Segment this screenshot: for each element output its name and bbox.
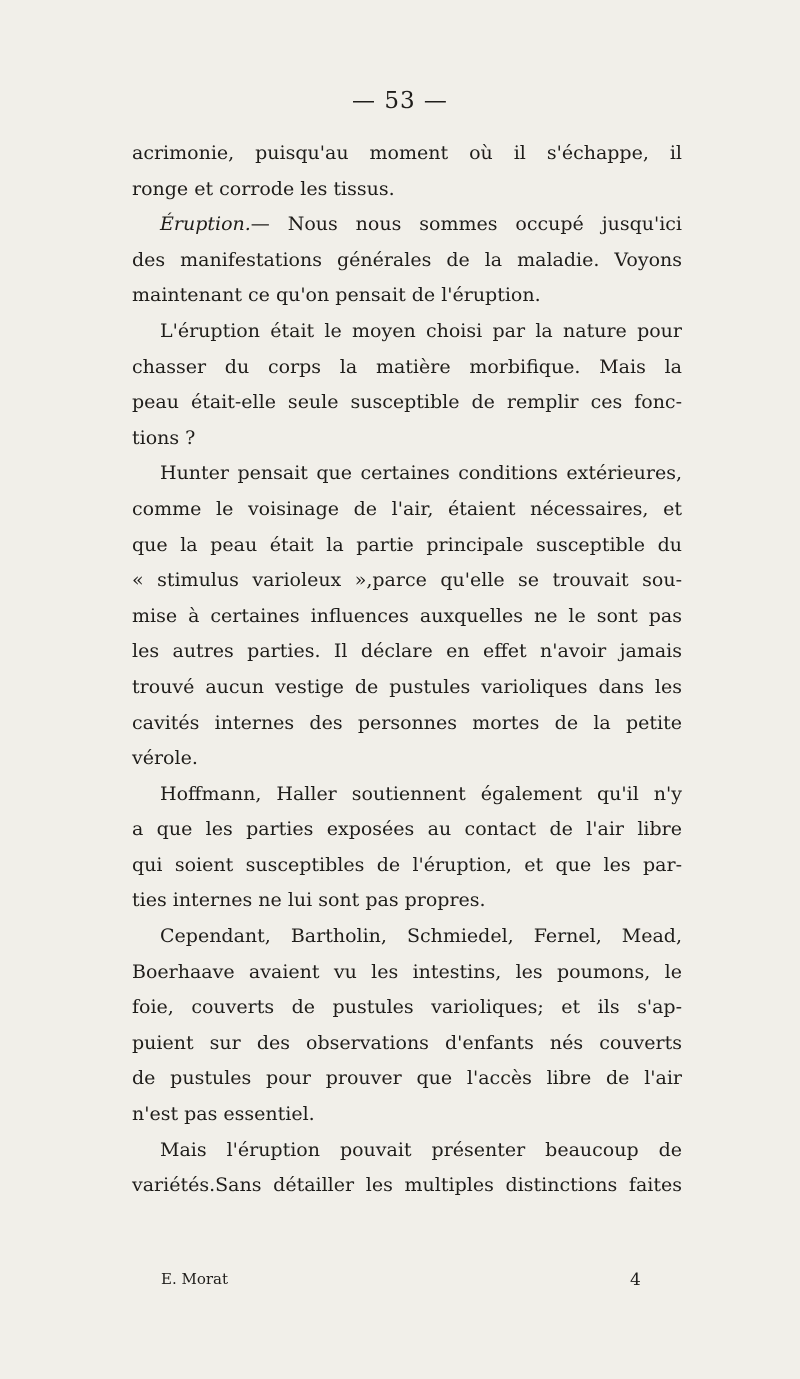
section-heading-eruption: Éruption. <box>160 213 251 236</box>
text-line-with-heading <box>132 207 682 243</box>
text-line: variétés.Sans détailler les multiples distinctions faites <box>132 1174 682 1197</box>
sheet-number: 4 <box>630 1270 641 1290</box>
text-line: ronge et corrode les tissus. <box>132 177 395 200</box>
text-line: que la peau était la partie principale susceptible du <box>132 533 682 556</box>
body-text <box>132 136 682 1204</box>
text-line: Cependant, Bartholin, Schmiedel, Fernel, Mead, <box>160 925 682 948</box>
text-line: foie, couverts de pustules varioliques; et ils s'ap- <box>132 996 682 1019</box>
text-line: puient sur des observations d'enfants nés couverts <box>132 1031 682 1054</box>
text-line: Hunter pensait que certaines conditions extérieures, <box>160 462 682 485</box>
text-line: — Nous nous sommes occupé jusqu'ici <box>250 213 682 236</box>
text-line: « stimulus varioleux »,parce qu'elle se trouvait sou- <box>132 569 682 592</box>
text-line: Boerhaave avaient vu les intestins, les poumons, le <box>132 960 682 983</box>
text-line: mise à certaines influences auxquelles ne le sont pas <box>132 604 682 627</box>
printer-signature: E. Morat <box>161 1270 229 1288</box>
text-line: a que les parties exposées au contact de l'air libre <box>132 818 682 841</box>
text-line: L'éruption était le moyen choisi par la nature pour <box>160 319 682 342</box>
page-number: — 53 — <box>352 88 448 114</box>
text-line: les autres parties. Il déclare en effet n'avoir jamais <box>132 640 682 663</box>
text-line: trouvé aucun vestige de pustules varioliques dans les <box>132 675 682 698</box>
text-line: vérole. <box>132 747 198 770</box>
text-line: Hoffmann, Haller soutiennent également qu'il n'y <box>160 782 682 805</box>
text-line: chasser du corps la matière morbifique. Mais la <box>132 355 682 378</box>
text-line: de pustules pour prouver que l'accès libre de l'air <box>132 1067 682 1090</box>
text-line: des manifestations générales de la maladie. Voyons <box>132 248 682 271</box>
text-line: Mais l'éruption pouvait présenter beaucoup de <box>160 1138 682 1161</box>
text-line: n'est pas essentiel. <box>132 1103 315 1126</box>
text-line: peau était-elle seule susceptible de remplir ces fonc- <box>132 391 682 414</box>
text-line: cavités internes des personnes mortes de la petite <box>132 711 682 734</box>
text-line: ties internes ne lui sont pas propres. <box>132 889 486 912</box>
text-line: comme le voisinage de l'air, étaient nécessaires, et <box>132 497 682 520</box>
text-line: maintenant ce qu'on pensait de l'éruption. <box>132 284 541 307</box>
text-line: acrimonie, puisqu'au moment où il s'échappe, il <box>132 142 682 164</box>
text-line: qui soient susceptibles de l'éruption, et que les par- <box>132 853 682 876</box>
text-line: tions ? <box>132 426 196 449</box>
